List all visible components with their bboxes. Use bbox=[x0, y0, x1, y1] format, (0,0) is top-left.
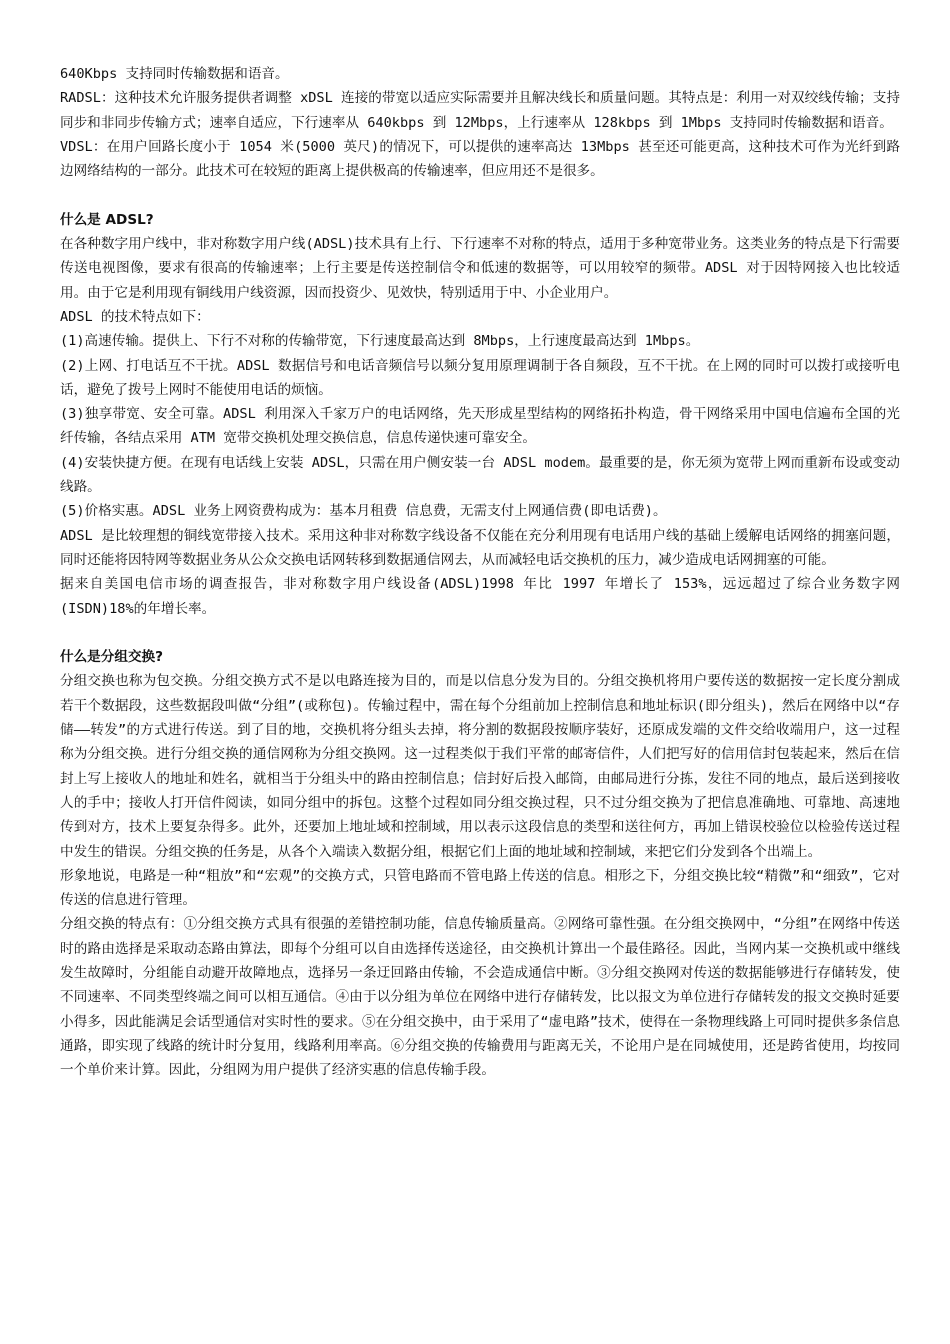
adsl-paragraph: ADSL 的技术特点如下： bbox=[60, 308, 210, 325]
section-spacer bbox=[60, 621, 900, 645]
adsl-paragraph: (5)价格实惠。ADSL 业务上网资费构成为：基本月租费 信息费，无需支付上网通信费(即电话费)。 bbox=[60, 503, 667, 520]
section-heading-adsl: 什么是 ADSL? bbox=[60, 211, 154, 228]
intro-paragraph: VDSL：在用户回路长度小于 1054 米(5000 英尺)的情况下，可以提供的速率高达 13Mbps 甚至还可能更高，这种技术可作为光纤到路边网络结构的一部分。此技术可在较短的距离上提供极高的传输速率，但应用还不是很多。 bbox=[60, 138, 900, 180]
adsl-paragraph: (1)高速传输。提供上、下行不对称的传输带宽，下行速度最高达到 8Mbps，上行速度最高达到 1Mbps。 bbox=[60, 333, 700, 350]
document-page bbox=[60, 62, 900, 1082]
intro-paragraph: 640Kbps 支持同时传输数据和语音。 bbox=[60, 66, 289, 82]
section-spacer bbox=[60, 183, 900, 207]
packet-switching-paragraph: 形象地说，电路是一种“粗放”和“宏观”的交换方式，只管电路而不管电路上传送的信息。相形之下，分组交换比较“精微”和“细致”，它对传送的信息进行管理。 bbox=[60, 867, 900, 909]
packet-switching-paragraph: 分组交换的特点有：①分组交换方式具有很强的差错控制功能，信息传输质量高。②网络可靠性强。在分组交换网中，“分组”在网络中传送时的路由选择是采取动态路由算法，即每个分组可以自由选择传送途径，由交换机计算出一个最佳路径。因此，当网内某一交换机或中继线发生故障时，分组能自动避开故障地点，选择另一条迂回路由传输，不会造成通信中断。③分组交换网对传送的数据能够进行存储转发，使不同速率、不同类型终端之间可以相互通信。④由于以分组为单位在网络中进行存储转发，比以报文为单位进行存储转发的报文交换时延要小得多，因此能满足会话型通信对实时性的要求。⑤在分组交换中，由于采用了“虚电路”技术，使得在一条物理线路上可同时提供多条信息通路，即实现了线路的统计时分复用，线路利用率高。⑥分组交换的传输费用与距离无关，不论用户是在同城使用，还是跨省使用，均按同一个单价来计算。因此，分组网为用户提供了经济实惠的信息传输手段。 bbox=[60, 916, 900, 1079]
packet-switching-paragraph: 分组交换也称为包交换。分组交换方式不是以电路连接为目的，而是以信息分发为目的。分组交换机将用户要传送的数据按一定长度分割成若干个数据段，这些数据段叫做“分组”(或称包)。传输过程中，需在每个分组前加上控制信息和地址标识(即分组头)，然后在网络中以“存储——转发”的方式进行传送。到了目的地，交换机将分组头去掉，将分割的数据段按顺序装好，还原成发端的文件交给收端用户，这一过程称为分组交换。进行分组交换的通信网称为分组交换网。这一过程类似于我们平常的邮寄信件，人们把写好的信用信封包装起来，然后在信封上写上接收人的地址和姓名，就相当于分组头中的路由控制信息；信封好后投入邮筒，由邮局进行分拣，发往不同的地点，最后送到接收人的手中；接收人打开信件阅读，如同分组中的拆包。这整个过程如同分组交换过程，只不过分组交换为了把信息准确地、可靠地、高速地传到对方，技术上要复杂得多。此外，还要加上地址域和控制域，用以表示这段信息的类型和送往何方，再加上错误校验位以检验传送过程中发生的错误。分组交换的任务是，从各个入端读入数据分组，根据它们上面的地址域和控制域，来把它们分发到各个出端上。 bbox=[60, 673, 900, 860]
adsl-paragraph: 在各种数字用户线中，非对称数字用户线(ADSL)技术具有上行、下行速率不对称的特点，适用于多种宽带业务。这类业务的特点是下行需要传送电视图像，要求有很高的传输速率；上行主要是传送控制信令和低速的数据等，可以用较窄的频带。ADSL 对于因特网接入也比较适用。由于它是利用现有铜线用户线资源，因而投资少、见效快，特别适用于中、小企业用户。 bbox=[60, 236, 900, 301]
adsl-paragraph: (4)安装快捷方便。在现有电话线上安装 ADSL，只需在用户侧安装一台 ADSL modem。最重要的是，你无须为宽带上网而重新布设或变动线路。 bbox=[60, 454, 900, 496]
intro-paragraph: RADSL：这种技术允许服务提供者调整 xDSL 连接的带宽以适应实际需要并且解决线长和质量问题。其特点是：利用一对双绞线传输；支持同步和非同步传输方式；速率自适应，下行速率从 640kbps 到 12Mbps，上行速率从 128kbps 到 1Mbps 支持同时传输数据和语音。 bbox=[60, 90, 900, 131]
adsl-paragraph: 据来自美国电信市场的调查报告，非对称数字用户线设备(ADSL)1998 年比 1997 年增长了 153%，远远超过了综合业务数字网(ISDN)18%的年增长率。 bbox=[60, 576, 900, 617]
section-heading-packet-switching: 什么是分组交换? bbox=[60, 649, 164, 666]
adsl-paragraph: (2)上网、打电话互不干扰。ADSL 数据信号和电话音频信号以频分复用原理调制于各自频段，互不干扰。在上网的同时可以拨打或接听电话，避免了拨号上网时不能使用电话的烦恼。 bbox=[60, 357, 900, 398]
adsl-paragraph: ADSL 是比较理想的铜线宽带接入技术。采用这种非对称数字线设备不仅能在充分利用现有电话用户线的基础上缓解电话网络的拥塞问题，同时还能将因特网等数据业务从公众交换电话网转移到数据通信网去，从而减轻电话交换机的压力，减少造成电话网拥塞的可能。 bbox=[60, 527, 900, 568]
adsl-paragraph: (3)独享带宽、安全可靠。ADSL 利用深入千家万户的电话网络，先天形成星型结构的网络拓扑构造，骨干网络采用中国电信遍布全国的光纤传输，各结点采用 ATM 宽带交换机处理交换信息，信息传递快速可靠安全。 bbox=[60, 406, 900, 447]
